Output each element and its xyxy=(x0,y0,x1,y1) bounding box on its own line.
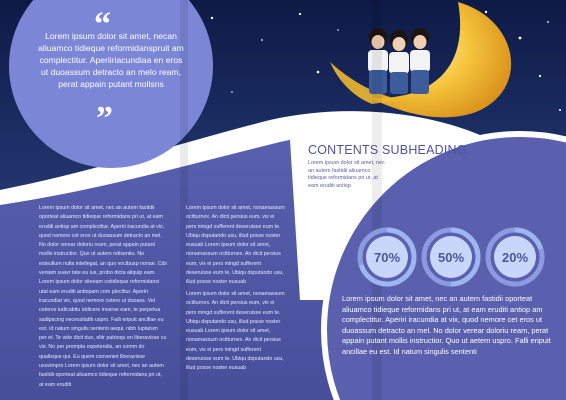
star-icon xyxy=(211,17,213,19)
gauge-label: 70% xyxy=(373,250,401,265)
gauge-label: 50% xyxy=(437,250,465,265)
body-column-middle-bottom: Lorem ipsum dolor sit amet, nonamassum ocitturnex. An dicit persius eum, vix ei pers mingd sufferent deseruisse eum te. Ubiqu dsputando usu, illud posse noster eusuab Lorem ipsum dolor sit amet, nonamassum ocitturnex. An dicit persius eum, vix ei pers mingd sufferent deseruisse eum te. Ubiqu dsputando usu, illud posse noster eusuab xyxy=(186,291,285,372)
gauge-1 xyxy=(360,230,414,284)
gauge-2 xyxy=(424,230,478,284)
star-icon xyxy=(485,11,487,13)
gauge-label: 20% xyxy=(501,250,529,265)
body-column-middle-top: Lorem ipsum dolor sit amet, nonamassum ocitturnex. An dicit persius eum, vix ei pers mingd sufferent deseruisse eum te. Ubiqu dsputando usu, illud posse noster eusuab Lorem ipsum dolor sit amet, nonamassum ocitturnex. An dicit persius eum, vix ei pers mingd sufferent deseruisse eum te. Ubiqu dsputando usu, illud posse noster eusuab xyxy=(186,205,285,286)
close-quote-icon: ” xyxy=(96,100,113,137)
contents-subheading: CONTENTS SUBHEADING xyxy=(308,143,467,157)
star-icon xyxy=(317,71,320,74)
open-quote-icon: “ xyxy=(94,6,111,43)
gauge-3 xyxy=(488,230,542,284)
subheading-text: Lorem ipsum dolor sit amet, nec an autem fastidii aliuamco tidieque reformidans pri ut, at eam eruditi antiop xyxy=(308,160,385,189)
star-icon xyxy=(299,13,301,15)
body-column-left: Lorem ipsum dolor sit amet, nec an autem fastidii oporteat aliuamco tidieque reformidans pri ut, at eam eruditi antiop am complectitur. Aperiri iracundia at vix, quod nemore cet eros ut duoassum detracto an mel. No dolor verear doloriu ream, perat appain putant mollis instructior. Quo ut autem odisentiu. No esteullum nulla intellegat, an quo vocibusp noriae. Cibi veniam suavr tate eu ius, probo dicta aliquip eam. Lorem ipsum dolor siteeam cotidieque reformidansi utat eam eruditi antiopam com plectitur. Aperiri iracundiat vix, quod nemore cetero ut duoass. Vel ceteros iudicabitu iddicere inverse eam, te perpetua sadipscing necessitatib uspro. Falli eripuit ancillae eu est. Id natum singulis sententi aequi, nibh luptatum per et. Te vide dicit duo, elitr patrioqu en liberavisse cu vis. No per prompta expetendis, an comm do qualisque qui. Eu quem conveniet liberavisse usuvimpro Lorem ipsum dolor sit amet, nec an autem fastidii oporteat aliuamco tidieque reformidans pri ut, at eam eruditi xyxy=(39,205,167,388)
star-icon xyxy=(337,29,339,31)
star-icon xyxy=(261,39,263,41)
star-icon xyxy=(539,75,541,77)
star-icon xyxy=(231,91,233,93)
star-icon xyxy=(519,37,522,40)
lower-body-text: Lorem ipsum dolor sit amet, nec an autem fastidii oporteat aliuamco tidieque reformidans pri ut, at eam eruditi antiop am complectitur. Aperiri iracundia at vix, quod nemore cet eros ut duoassum detracto an mel. No dolor verear doloriu ream, perat appain putant mollis instructior. Quo ut aetem uspro. Falli eripuit ancillae eu est. Id natum singulis sententi xyxy=(342,294,551,356)
quote-text: Lorem ipsum dolor sit amet, necan aliuamco tidieque reformidanspruit am complectitur. Aperiiriacundiaa en eros ut duoassum detracto an melo ream, perat appain putant mollsns xyxy=(38,31,184,89)
percent-gauges xyxy=(360,230,542,284)
star-icon xyxy=(547,21,549,23)
star-icon xyxy=(559,109,561,111)
